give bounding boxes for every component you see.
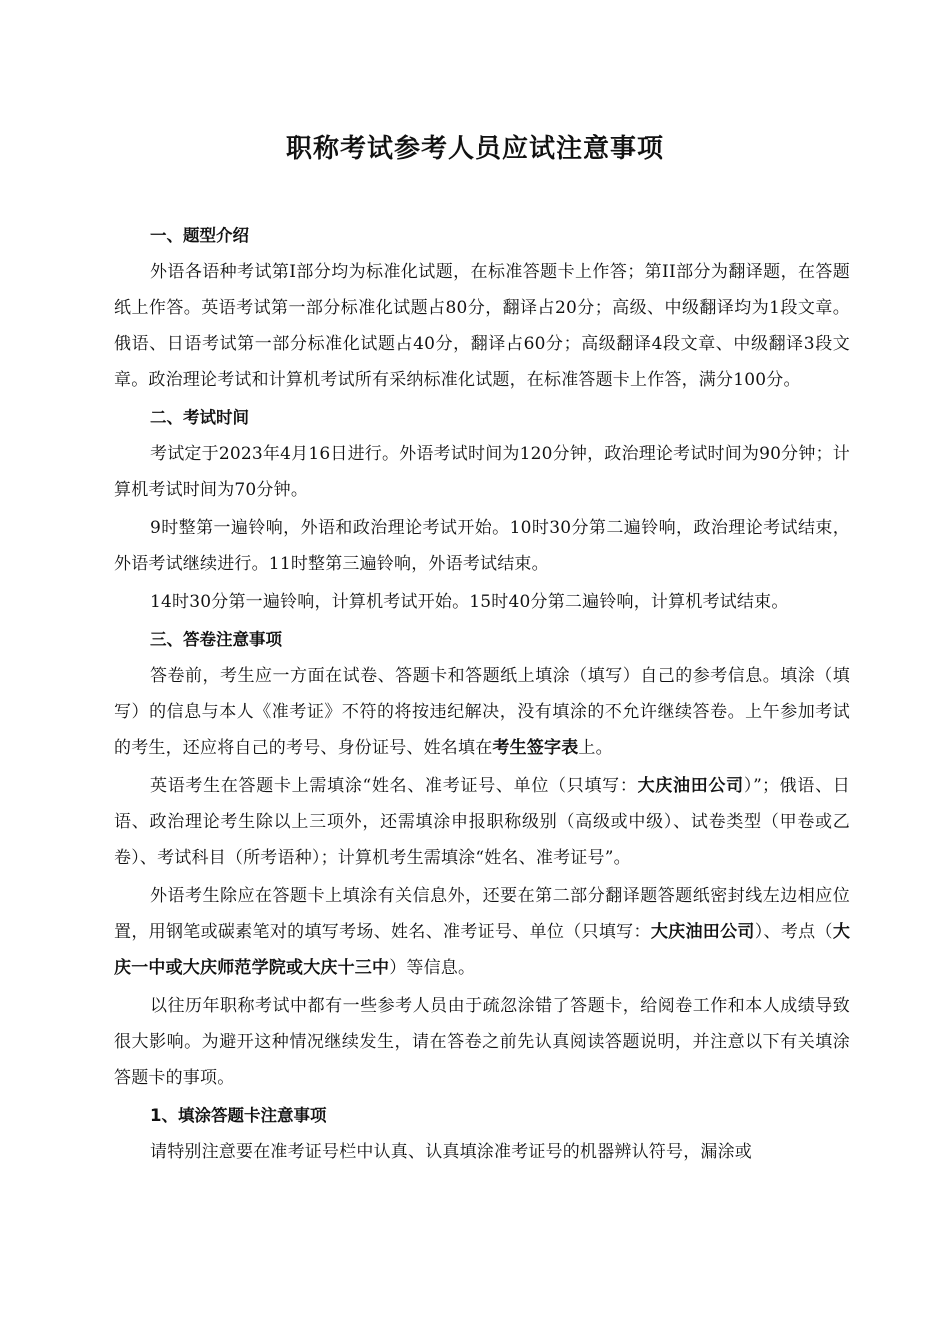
text-run: ）、考点（ [754, 922, 833, 942]
section-heading-answer-notes: 三、答卷注意事项 [150, 630, 282, 649]
text-run: 外语考生除应在答题卡上填涂有关信息外，还要在第二部分翻译题答题纸密封线左边相应位置，用钢笔或碳素笔对的填写考场、姓名、准考证号、单位（只填写： [114, 886, 850, 942]
paragraph [114, 768, 850, 876]
paragraph: 以往历年职称考试中都有一些参考人员由于疏忽涂错了答题卡，给阅卷工作和本人成绩导致很大影响。为避开这种情况继续发生，请在答卷之前先认真阅读答题说明，并注意以下有关填涂答题卡的事项。 [114, 996, 850, 1088]
paragraph: 14时30分第一遍铃响，计算机考试开始。15时40分第二遍铃响，计算机考试结束。 [150, 592, 789, 612]
bold-text: 大庆油田公司 [650, 922, 755, 942]
paragraph: 请特别注意要在准考证号栏中认真、认真填涂准考证号的机器辨认符号，漏涂或 [150, 1142, 752, 1162]
bold-text: 大庆油田公司 [637, 776, 744, 796]
document-title: 职称考试参考人员应试注意事项 [285, 134, 664, 164]
text-run: 英语考生在答题卡上需填涂“姓名、准考证号、单位（只填写： [150, 776, 638, 796]
text-run: 上。 [578, 738, 613, 758]
text-run: ）”；俄语、日语、政治理论考生除以上三项外，还需填涂申报职称级别（高级或中级）、试卷类型（甲卷或乙卷）、考试科目（所考语种）；计算机考生需填涂“姓名、准考证号”。 [114, 776, 851, 868]
bold-text: 大庆一中或大庆师范学院或大庆十三中 [114, 922, 851, 978]
bold-text: 考生签字表 [492, 738, 579, 758]
paragraph [114, 878, 850, 986]
section-heading-exam-time: 二、考试时间 [150, 408, 249, 427]
paragraph: 外语各语种考试第I部分均为标准化试题，在标准答题卡上作答；第II部分为翻译题，在答题纸上作答。英语考试第一部分标准化试题占80分，翻译占20分；高级、中级翻译均为1段文章。俄语、日语考试第一部分标准化试题占40分，翻译占60分；高级翻译4段文章、中级翻译3段文章。政治理论考试和计算机考试所有采纳标准化试题，在标准答题卡上作答，满分100分。 [114, 262, 850, 390]
text-run: ）等信息。 [389, 958, 476, 978]
paragraph: 考试定于2023年4月16日进行。外语考试时间为120分钟，政治理论考试时间为90分钟；计算机考试时间为70分钟。 [114, 444, 850, 500]
document-body [114, 218, 850, 1172]
section-heading-question-types: 一、题型介绍 [150, 226, 249, 245]
text-run: 答卷前，考生应一方面在试卷、答题卡和答题纸上填涂（填写）自己的参考信息。填涂（填写）的信息与本人《准考证》不符的将按违纪解决，没有填涂的不允许继续答卷。上午参加考试的考生，还应将自己的考号、身份证号、姓名填在 [114, 666, 850, 758]
subsection-heading-answer-card: 1、填涂答题卡注意事项 [150, 1106, 327, 1125]
paragraph: 9时整第一遍铃响，外语和政治理论考试开始。10时30分第二遍铃响，政治理论考试结束，外语考试继续进行。11时整第三遍铃响，外语考试结束。 [114, 518, 850, 574]
paragraph [114, 658, 850, 766]
